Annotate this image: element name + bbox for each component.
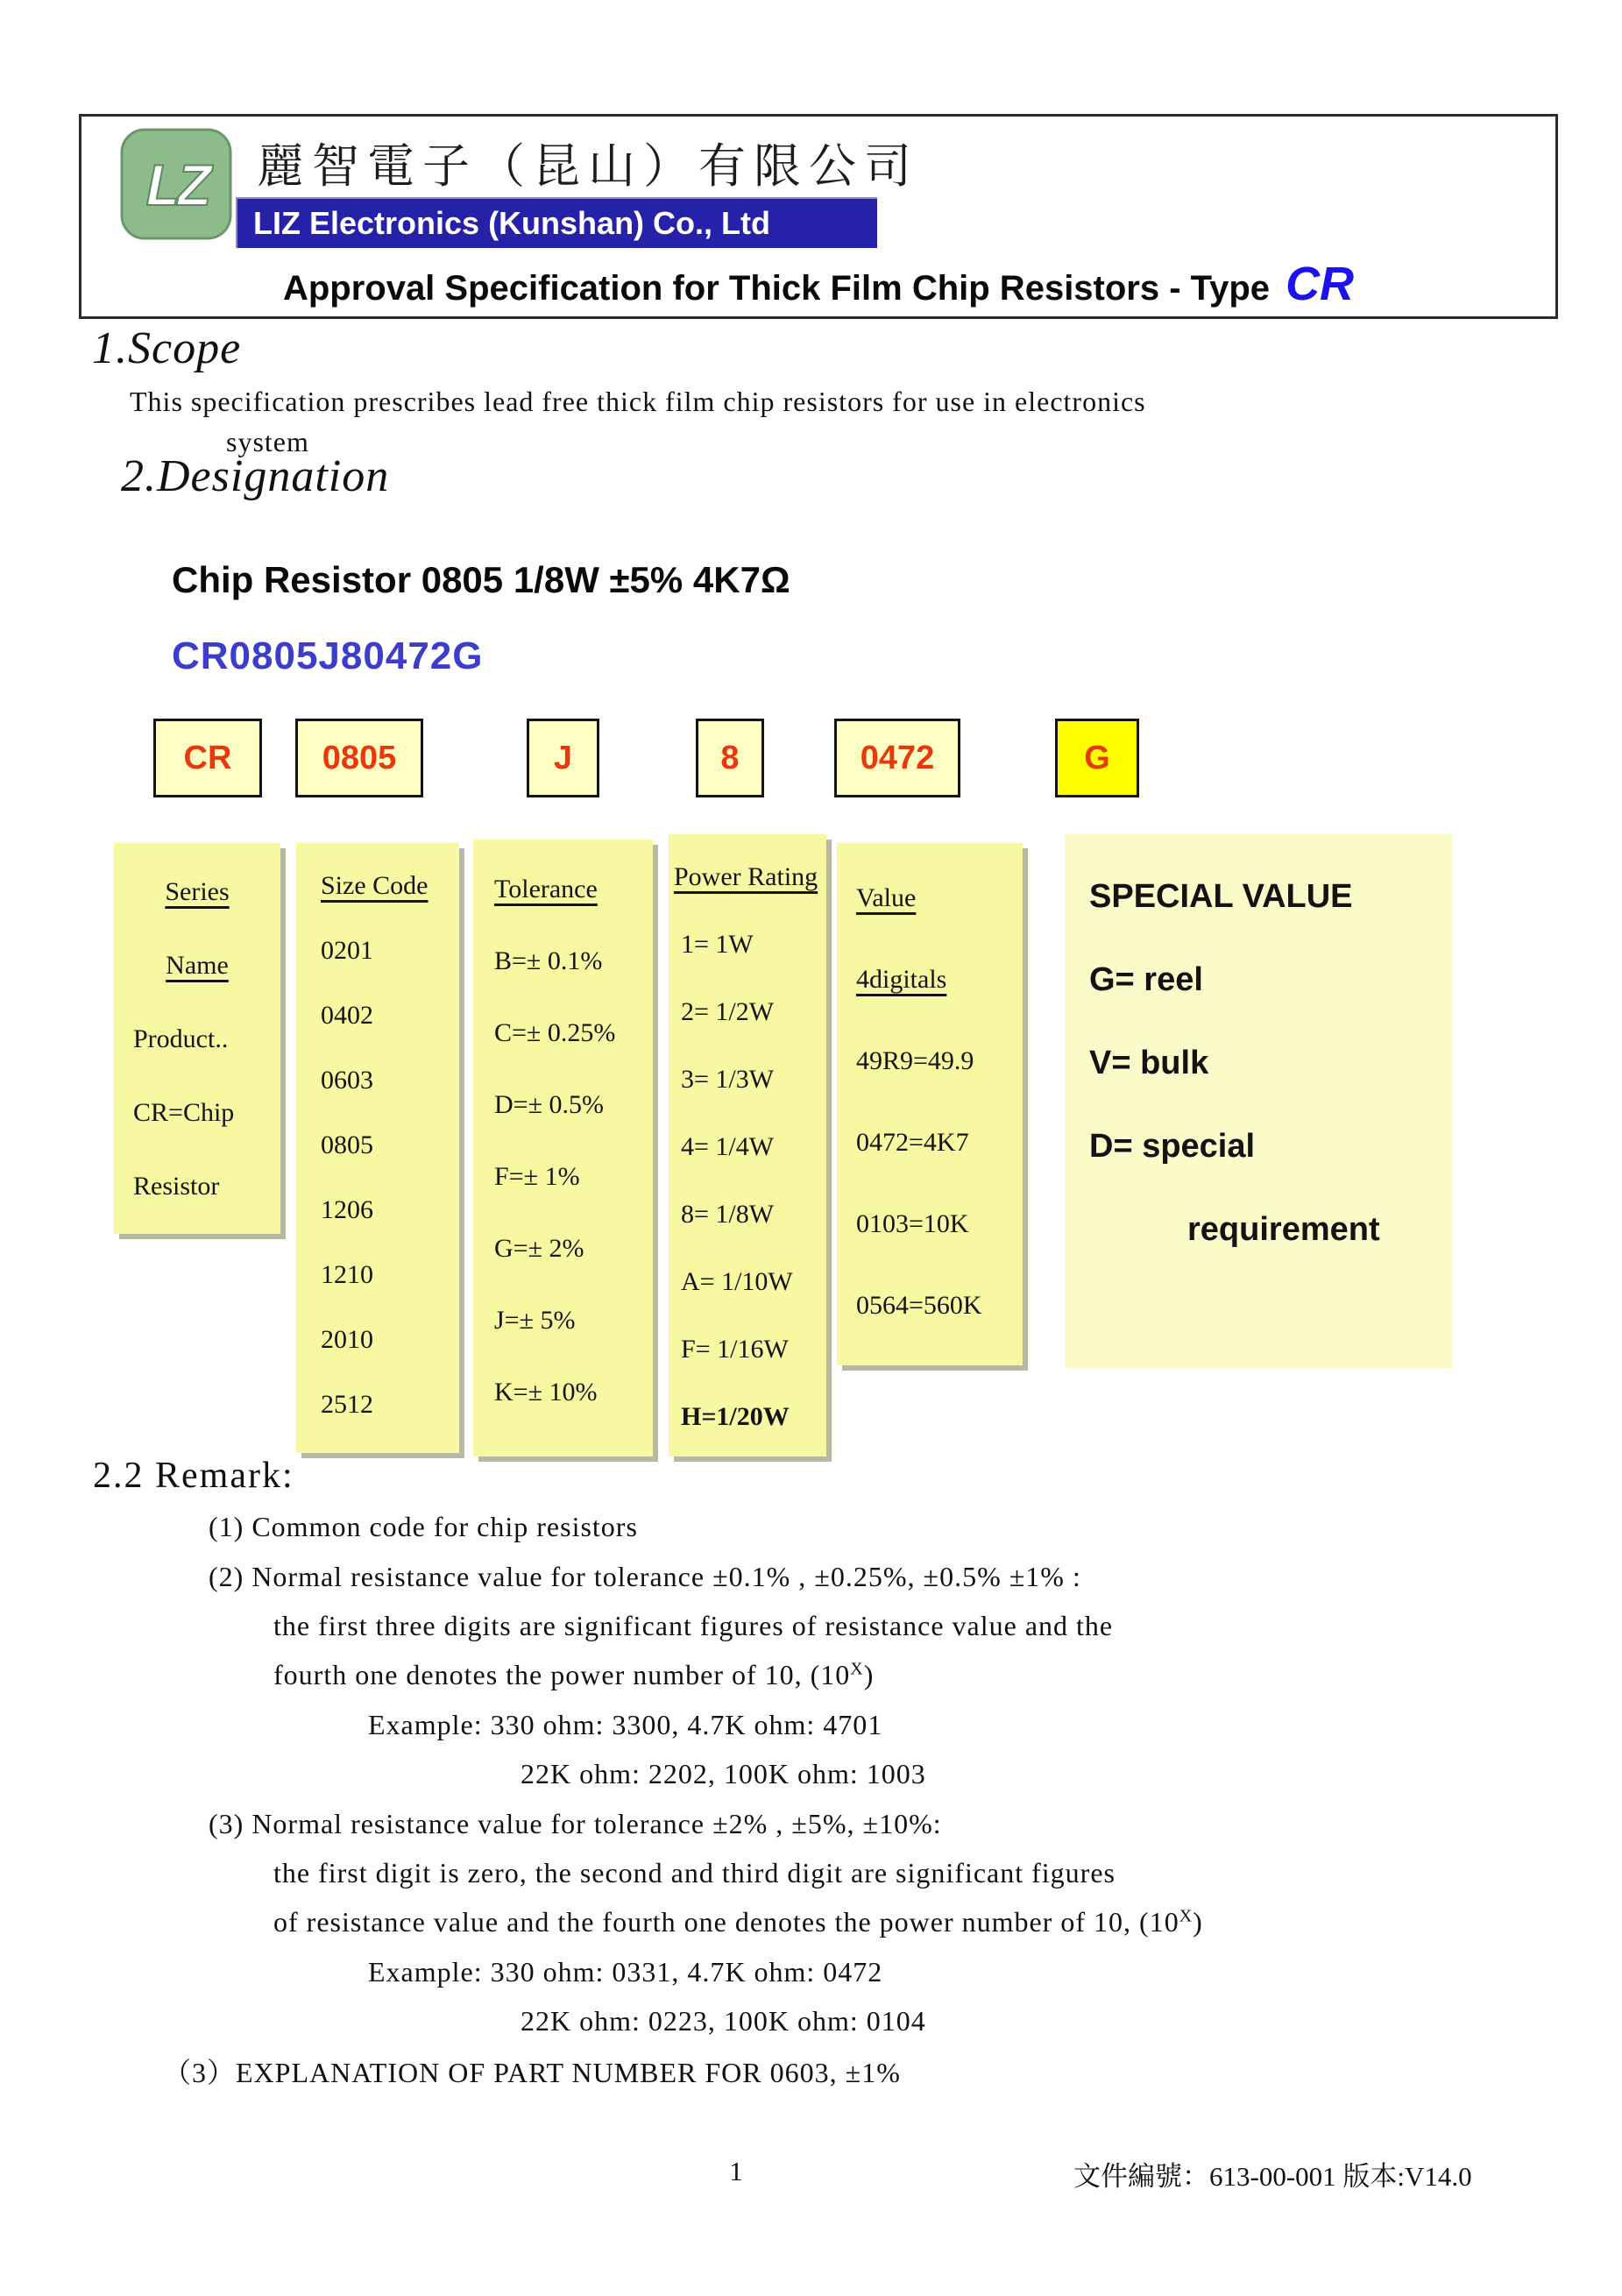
panel-item: 8= 1/8W [681, 1200, 775, 1229]
document-number: 文件編號：613-00-001 版本:V14.0 [1073, 2161, 1472, 2192]
code-box-power: 8 [696, 719, 764, 797]
chip-resistor-example-title: Chip Resistor 0805 1/8W ±5% 4K7Ω [172, 559, 790, 600]
panel-item: 0103=10K [856, 1209, 969, 1238]
panel-item: 1= 1W [681, 930, 754, 959]
panel-item: H=1/20W [681, 1402, 790, 1431]
panel-item: J=± 5% [494, 1306, 576, 1335]
header-box [79, 114, 1558, 319]
panel-item: requirement [1187, 1211, 1380, 1248]
panel-header: Power Rating [674, 862, 818, 891]
panel-item: 4= 1/4W [681, 1132, 775, 1161]
svg-text:LZ: LZ [145, 152, 207, 217]
panel-header: SPECIAL VALUE [1089, 878, 1353, 915]
panel-header: 4digitals [856, 965, 947, 994]
panel-item: A= 1/10W [681, 1267, 793, 1296]
power-exponent: X [1179, 1906, 1193, 1926]
panel-item: 0603 [321, 1066, 373, 1095]
panel-item: 3= 1/3W [681, 1065, 775, 1094]
scope-heading: 1.Scope [92, 323, 242, 373]
document-title-text: Approval Specification for Thick Film Chip Resistors - Type [282, 269, 1271, 308]
panel-item: 0402 [321, 1001, 373, 1030]
panel-size-code [296, 843, 459, 1453]
panel-series-name [114, 843, 280, 1234]
code-box-size: 0805 [295, 719, 423, 797]
panel-item: 2= 1/2W [681, 997, 775, 1026]
panel-header: Value [856, 883, 917, 912]
panel-item: 0201 [321, 936, 373, 965]
code-box-value: 0472 [834, 719, 960, 797]
panel-item: G=± 2% [494, 1234, 584, 1263]
scope-text-line1: This specification prescribes lead free thick film chip resistors for use in electronics [130, 386, 1146, 417]
panel-item: V= bulk [1089, 1045, 1209, 1081]
panel-item: 0564=560K [856, 1291, 982, 1320]
scope-text-line2: system [226, 426, 309, 457]
company-name-chinese: 麗智電子（昆山）有限公司 [257, 140, 919, 193]
remark-line: Example: 330 ohm: 0331, 4.7K ohm: 0472 [368, 1956, 883, 1988]
panel-value [837, 843, 1023, 1365]
remark-heading: 2.2 Remark: [93, 1456, 294, 1496]
panel-special-value [1065, 834, 1452, 1368]
panel-item: 0805 [321, 1130, 373, 1159]
panel-power-rating [669, 834, 826, 1456]
panel-item: Product.. [133, 1024, 229, 1053]
panel-item: F= 1/16W [681, 1335, 789, 1364]
remark-line: （3）EXPLANATION OF PART NUMBER FOR 0603, ±1% [163, 2057, 901, 2088]
panel-item: B=± 0.1% [494, 946, 603, 975]
remark-line: (2) Normal resistance value for tolerance ±0.1% , ±0.25%, ±0.5% ±1% : [209, 1561, 1081, 1592]
document-title [81, 257, 1555, 311]
remark-line: the first digit is zero, the second and third digit are significant figures [273, 1857, 1116, 1889]
remark-line: Example: 330 ohm: 3300, 4.7K ohm: 4701 [368, 1709, 883, 1740]
panel-item: 1206 [321, 1195, 373, 1224]
panel-item: F=± 1% [494, 1162, 580, 1191]
panel-item: 2010 [321, 1325, 373, 1354]
code-box-special: G [1055, 719, 1139, 797]
panel-header: Tolerance [494, 875, 598, 904]
panel-header: Size Code [321, 871, 429, 900]
remark-line: of resistance value and the fourth one denotes the power number of 10, $(10^X)$ [273, 1906, 1203, 1938]
power-exponent: X [850, 1659, 864, 1679]
panel-item: G= reel [1089, 961, 1203, 998]
company-name-banner: LIZ Electronics (Kunshan) Co., Ltd [236, 197, 877, 248]
panel-item: CR=Chip [133, 1098, 235, 1127]
panel-item: 1210 [321, 1260, 373, 1289]
liz-logo-icon [120, 128, 232, 240]
panel-item: D=± 0.5% [494, 1090, 605, 1119]
panel-item: C=± 0.25% [494, 1018, 616, 1047]
designation-heading: 2.Designation [121, 451, 390, 501]
page-number: 1 [729, 2156, 743, 2186]
remark-line: (3) Normal resistance value for tolerance ±2% , ±5%, ±10%: [209, 1808, 942, 1839]
panel-item: 0472=4K7 [856, 1128, 969, 1157]
remark-line: (1) Common code for chip resistors [209, 1511, 638, 1542]
panel-item: K=± 10% [494, 1378, 598, 1407]
panel-item: Resistor [133, 1172, 220, 1201]
panel-item: 49R9=49.9 [856, 1046, 974, 1075]
panel-header: Series [165, 877, 230, 906]
panel-tolerance [473, 840, 653, 1456]
panel-item: 2512 [321, 1390, 373, 1419]
remark-line: 22K ohm: 2202, 100K ohm: 1003 [521, 1758, 926, 1789]
code-box-tolerance: J [527, 719, 599, 797]
document-title-type: CR [1286, 258, 1355, 310]
panel-header: Name [166, 951, 229, 980]
remark-line: the first three digits are significant figures of resistance value and the [273, 1610, 1114, 1641]
remark-line: 22K ohm: 0223, 100K ohm: 0104 [521, 2005, 926, 2037]
remark-line: fourth one denotes the power number of 10, $(10^X)$ [273, 1659, 875, 1690]
panel-item: D= special [1089, 1128, 1256, 1165]
part-number: CR0805J80472G [172, 634, 484, 677]
code-box-series: CR [153, 719, 262, 797]
